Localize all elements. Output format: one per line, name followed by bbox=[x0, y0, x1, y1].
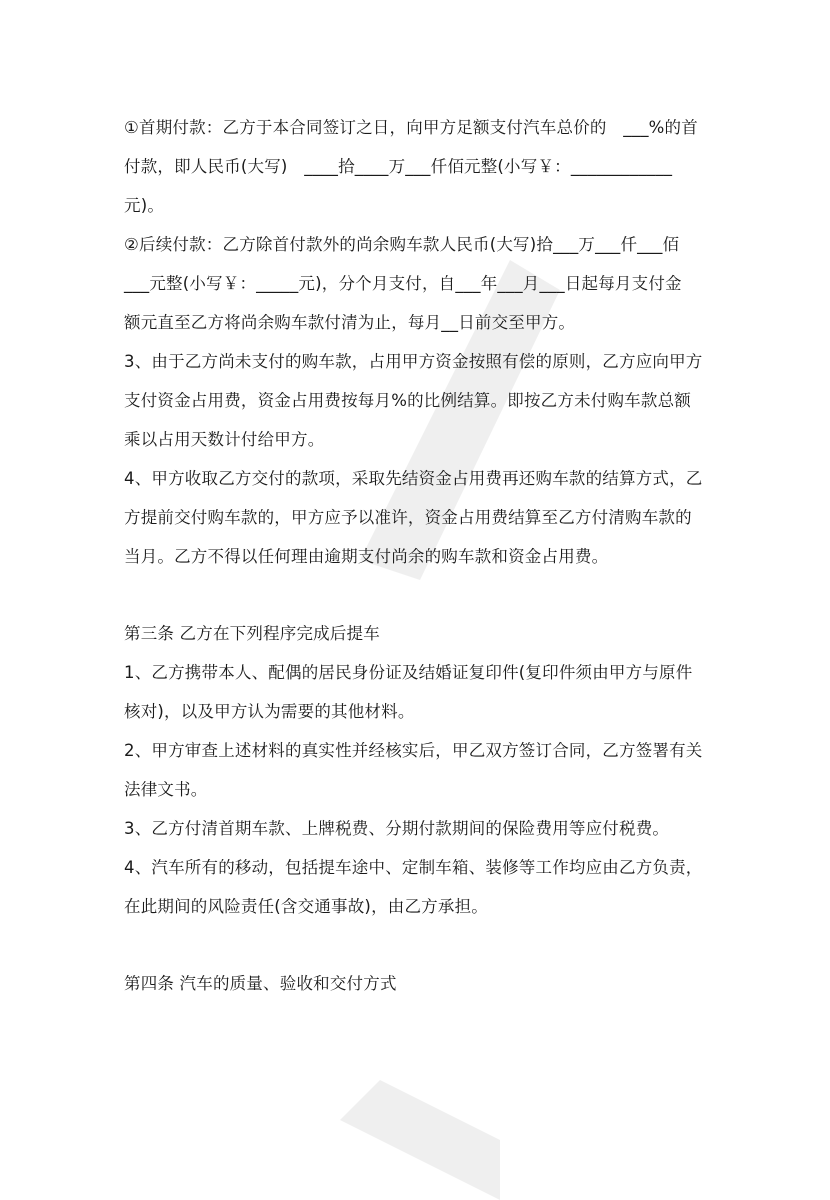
paragraph-line: ②后续付款：乙方除首付款外的尚余购车款人民币(大写)拾___万___仟___佰 bbox=[124, 235, 680, 254]
paragraph-line: 额元直至乙方将尚余购车款付清为止，每月__日前交至甲方。 bbox=[124, 313, 576, 332]
paragraph-line: 付款，即人民币(大写) ____拾____万___仟佰元整(小写￥：____________ bbox=[124, 157, 673, 176]
section-heading: 第三条 乙方在下列程序完成后提车 bbox=[124, 624, 380, 643]
paragraph-line: 乘以占用天数计付给甲方。 bbox=[124, 430, 325, 449]
paragraph-line: 法律文书。 bbox=[124, 780, 208, 799]
paragraph-line: ①首期付款：乙方于本合同签订之日，向甲方足额支付汽车总价的 ___%的首 bbox=[124, 118, 698, 137]
paragraph-line: 4、甲方收取乙方交付的款项，采取先结资金占用费再还购车款的结算方式，乙 bbox=[124, 469, 703, 488]
paragraph-line: 方提前交付购车款的，甲方应予以准许，资金占用费结算至乙方付清购车款的 bbox=[124, 508, 692, 527]
paragraph-line: 3、由于乙方尚未支付的购车款，占用甲方资金按照有偿的原则，乙方应向甲方 bbox=[124, 352, 703, 371]
paragraph-line: 支付资金占用费，资金占用费按每月%的比例结算。即按乙方未付购车款总额 bbox=[124, 391, 691, 410]
paragraph-line: 当月。乙方不得以任何理由逾期支付尚余的购车款和资金占用费。 bbox=[124, 547, 609, 566]
paragraph-line: ___元整(小写￥：_____元)，分个月支付，自___年___月___日起每月支付金 bbox=[124, 274, 682, 293]
spacer bbox=[124, 933, 708, 971]
paragraph-line: 元)。 bbox=[124, 196, 165, 215]
paragraph-line: 2、甲方审查上述材料的真实性并经核实后，甲乙双方签订合同，乙方签署有关 bbox=[124, 741, 703, 760]
document-body bbox=[124, 115, 708, 1010]
section-heading: 第四条 汽车的质量、验收和交付方式 bbox=[124, 974, 397, 993]
spacer bbox=[124, 583, 708, 621]
paragraph-line: 4、汽车所有的移动，包括提车途中、定制车箱、装修等工作均应由乙方负责， bbox=[124, 858, 703, 877]
paragraph-line: 3、乙方付清首期车款、上牌税费、分期付款期间的保险费用等应付税费。 bbox=[124, 819, 670, 838]
watermark bbox=[300, 1080, 500, 1200]
paragraph-line: 在此期间的风险责任(含交通事故)，由乙方承担。 bbox=[124, 897, 488, 916]
paragraph-line: 核对)，以及甲方认为需要的其他材料。 bbox=[124, 702, 415, 721]
paragraph-line: 1、乙方携带本人、配偶的居民身份证及结婚证复印件(复印件须由甲方与原件 bbox=[124, 663, 693, 682]
